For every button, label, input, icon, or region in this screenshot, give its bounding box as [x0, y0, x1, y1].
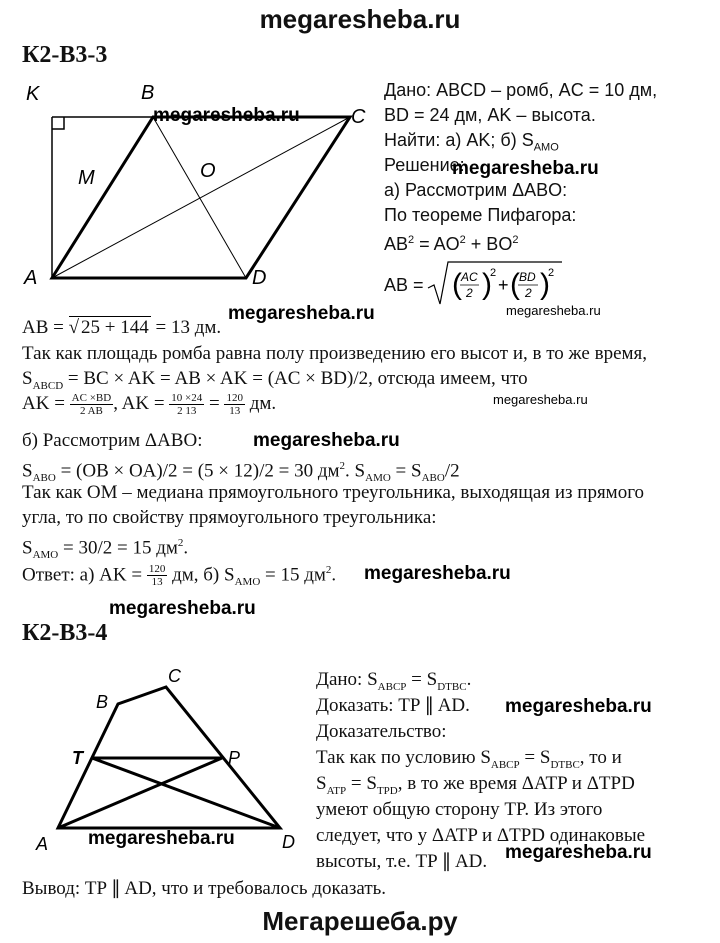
label-d: D	[282, 832, 295, 852]
label-c: C	[168, 666, 181, 686]
label-a: A	[36, 834, 49, 854]
watermark: megaresheba.ru	[364, 563, 511, 584]
label-b: B	[141, 82, 155, 104]
proof-line-5: высоты, т.е. TP ∥ AD.	[316, 851, 488, 872]
label-d: D	[252, 267, 267, 289]
task2-proof-label: Доказательство:	[316, 721, 447, 742]
svg-text:AC: AC	[461, 270, 478, 284]
watermark-small: megaresheba.ru	[493, 392, 588, 407]
svg-text:+: +	[498, 275, 509, 295]
proof-line-2: $S_{ATP} = S_{TPD}$, в то же время ΔATP и ΔTPD	[316, 773, 635, 797]
ab-formula-left: AB =	[384, 275, 424, 295]
given-line-1: Дано: ABCD – ромб, AC = 10 дм,	[384, 80, 658, 100]
right-angle-mark	[52, 117, 64, 129]
pythagoras-label: По теореме Пифагора:	[384, 205, 577, 225]
watermark: megaresheba.ru	[228, 303, 375, 324]
svg-text:(: (	[510, 268, 520, 301]
svg-text:2: 2	[466, 286, 473, 300]
step-b-label: б) Рассмотрим ΔABO:	[22, 430, 203, 451]
task2-prove: Доказать: TP ∥ AD.	[316, 695, 470, 716]
svg-text:2: 2	[548, 267, 555, 279]
svg-text:2: 2	[490, 267, 497, 279]
ab-sqrt-formula	[426, 258, 566, 308]
svg-text:): )	[540, 268, 550, 301]
site-footer[interactable]: Мегарешеба.ру	[262, 906, 458, 936]
segment-ap	[58, 758, 222, 828]
label-a: A	[24, 267, 38, 289]
label-m: M	[78, 167, 95, 189]
watermark: megaresheba.ru	[88, 828, 235, 849]
answer-line: Ответ: а) AK = $\frac{120}{13}$ дм, б) $S_{AMO} = 15$ $дм^2$.	[22, 563, 337, 589]
label-b: B	[96, 692, 109, 712]
site-header[interactable]: megaresheba.ru	[259, 4, 461, 34]
watermark: megaresheba.ru	[153, 105, 300, 126]
proof-line-4: следует, что у ΔATP и ΔTPD одинаковые	[316, 825, 646, 846]
svg-text:): )	[482, 268, 492, 301]
task2-title: К2-В3-4	[22, 620, 108, 646]
watermark-small: megaresheba.ru	[506, 303, 601, 318]
diagonal-bd	[153, 117, 246, 278]
pythagoras-equation: $AB^2 = AO^2 + BO^2$	[384, 234, 519, 254]
label-p: P	[228, 748, 241, 768]
find-line: Найти: а) AK; б) $S_{AMO}$	[384, 130, 559, 154]
s-abo-formula: $S_{ABO} = (OB \times OA)/2 = (5 \times 12)/2 = 30$ $дм^2$. $S_{AMO} = S_{ABO}/2$	[22, 460, 460, 485]
area-explanation: Так как площадь ромба равна полу произведению его высот и, в то же время,	[22, 343, 648, 364]
svg-text:2: 2	[525, 286, 532, 300]
svg-text:BD: BD	[519, 270, 536, 284]
watermark: megaresheba.ru	[505, 842, 652, 863]
solution-label: Решение:	[384, 155, 465, 175]
median-line-2: угла, то по свойству прямоугольного треугольника:	[22, 507, 437, 528]
svg-text:(: (	[452, 268, 462, 301]
ak-formula: AK = $\frac{AC \times BD}{2 AB}$ , AK = $\frac{10 \times 24}{2 13}$ = $\frac{120}{13}$ дм.	[22, 392, 277, 418]
label-k: K	[26, 83, 40, 105]
task1-title: К2-В3-3	[22, 42, 108, 68]
diagonal-ac	[52, 117, 350, 278]
area-formula: $S_{ABCD}$ = BC × AK = AB × AK = (AC × BD)/2, отсюда имеем, что	[22, 368, 528, 392]
label-o: O	[200, 160, 216, 182]
given-line-2: BD = 24 дм, AK – высота.	[384, 105, 596, 125]
s-amo-result: $S_{AMO} = 30/2 = 15$ $дм^2$.	[22, 537, 189, 562]
task2-conclusion: Вывод: TP ∥ AD, что и требовалось доказать.	[22, 878, 387, 899]
label-t: T	[72, 748, 83, 768]
task2-given: Дано: $S_{ABCP} = S_{DTBC}$.	[316, 669, 472, 693]
ab-result: AB = √ 25 + 144 = 13 дм.	[22, 317, 222, 338]
label-c: C	[351, 106, 366, 128]
watermark: megaresheba.ru	[253, 430, 400, 451]
median-line-1: Так как OM – медиана прямоугольного треугольника, выходящая из прямого	[22, 482, 645, 503]
watermark: megaresheba.ru	[109, 598, 256, 619]
proof-line-3: умеют общую сторону TP. Из этого	[316, 799, 603, 820]
watermark: megaresheba.ru	[452, 158, 599, 179]
proof-line-1: Так как по условию $S_{ABCP} = S_{DTBC}$, то и	[316, 747, 622, 771]
step-a-label: а) Рассмотрим ΔABO:	[384, 180, 568, 200]
watermark: megaresheba.ru	[505, 696, 652, 717]
